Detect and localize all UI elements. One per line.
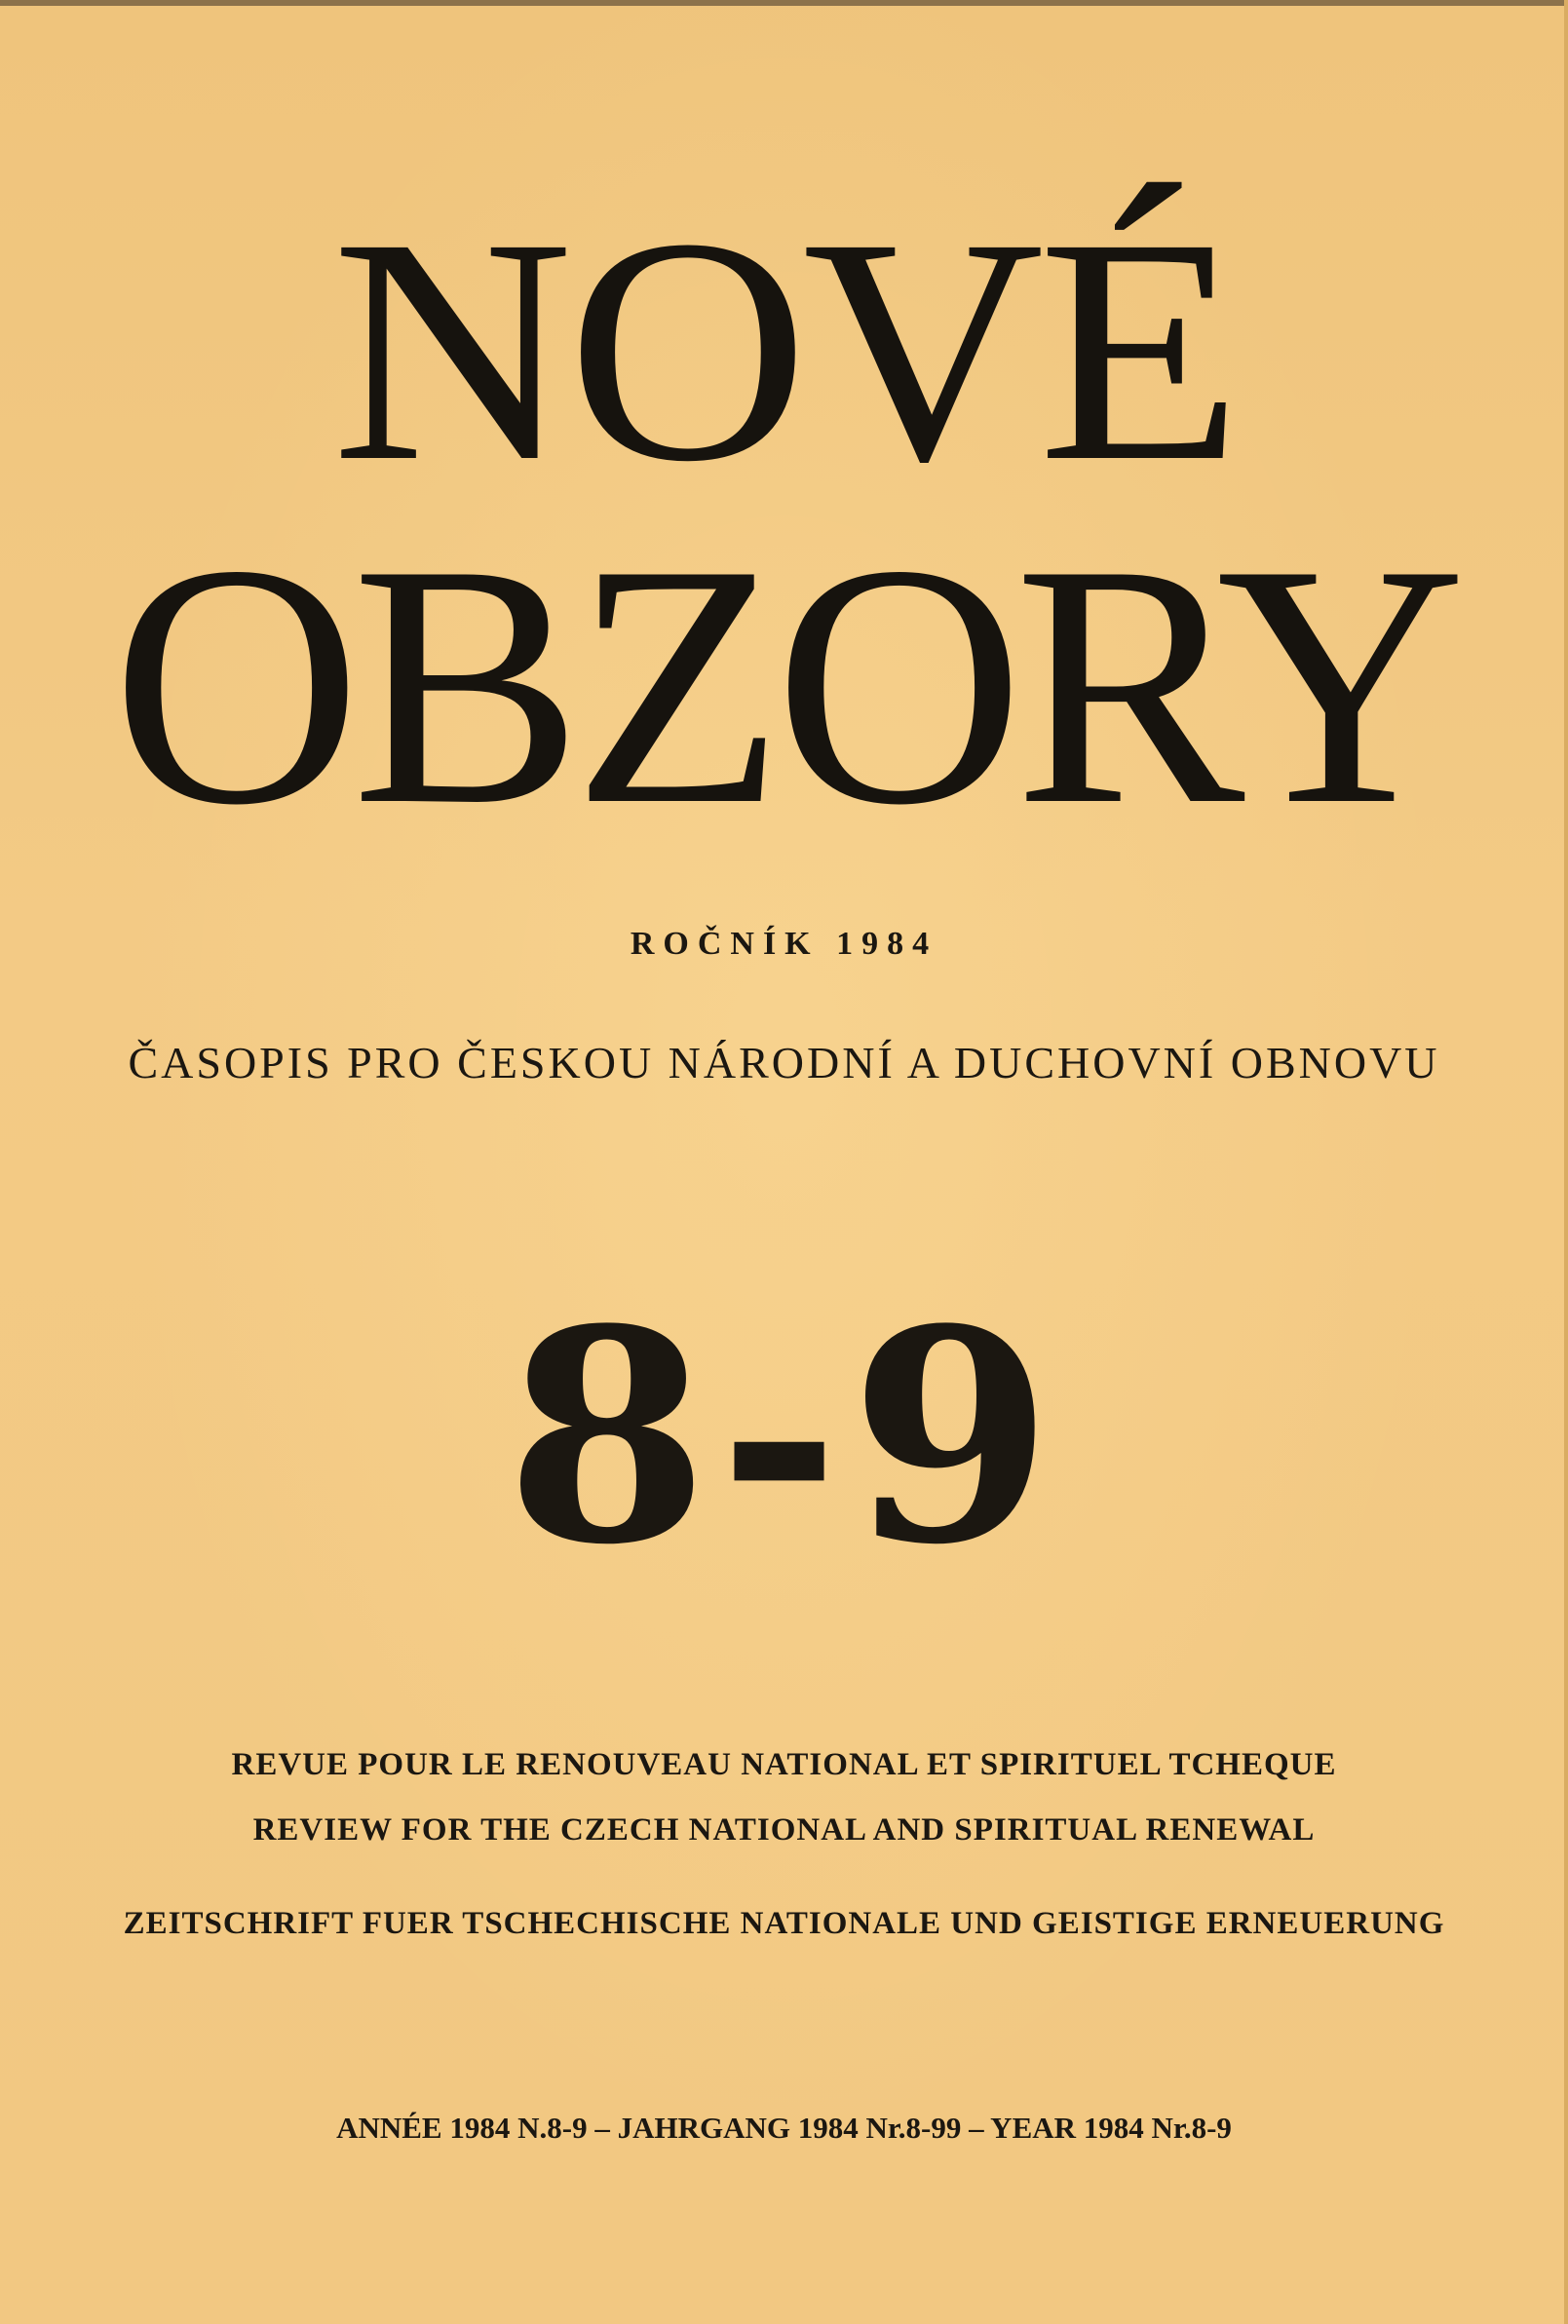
title-line-2: OBZORY: [111, 493, 1457, 876]
top-edge-shadow: [0, 0, 1568, 6]
czech-subtitle: ČASOPIS PRO ČESKOU NÁRODNÍ A DUCHOVNÍ OBNOVU: [128, 1038, 1440, 1087]
title-line-1: NOVÉ: [331, 172, 1237, 528]
french-subtitle: REVUE POUR LE RENOUVEAU NATIONAL ET SPIRITUEL TCHEQUE: [231, 1747, 1337, 1782]
issue-footer: ANNÉE 1984 N.8-9 – JAHRGANG 1984 Nr.8-99 – YEAR 1984 Nr.8-9: [336, 2111, 1232, 2145]
issue-number: 8-9: [505, 1265, 1063, 1609]
english-subtitle: REVIEW FOR THE CZECH NATIONAL AND SPIRITUAL RENEWAL: [252, 1812, 1316, 1848]
volume-year: ROČNÍK 1984: [630, 926, 938, 962]
german-subtitle: ZEITSCHRIFT FUER TSCHECHISCHE NATIONALE UND GEISTIGE ERNEUERUNG: [123, 1906, 1445, 1941]
